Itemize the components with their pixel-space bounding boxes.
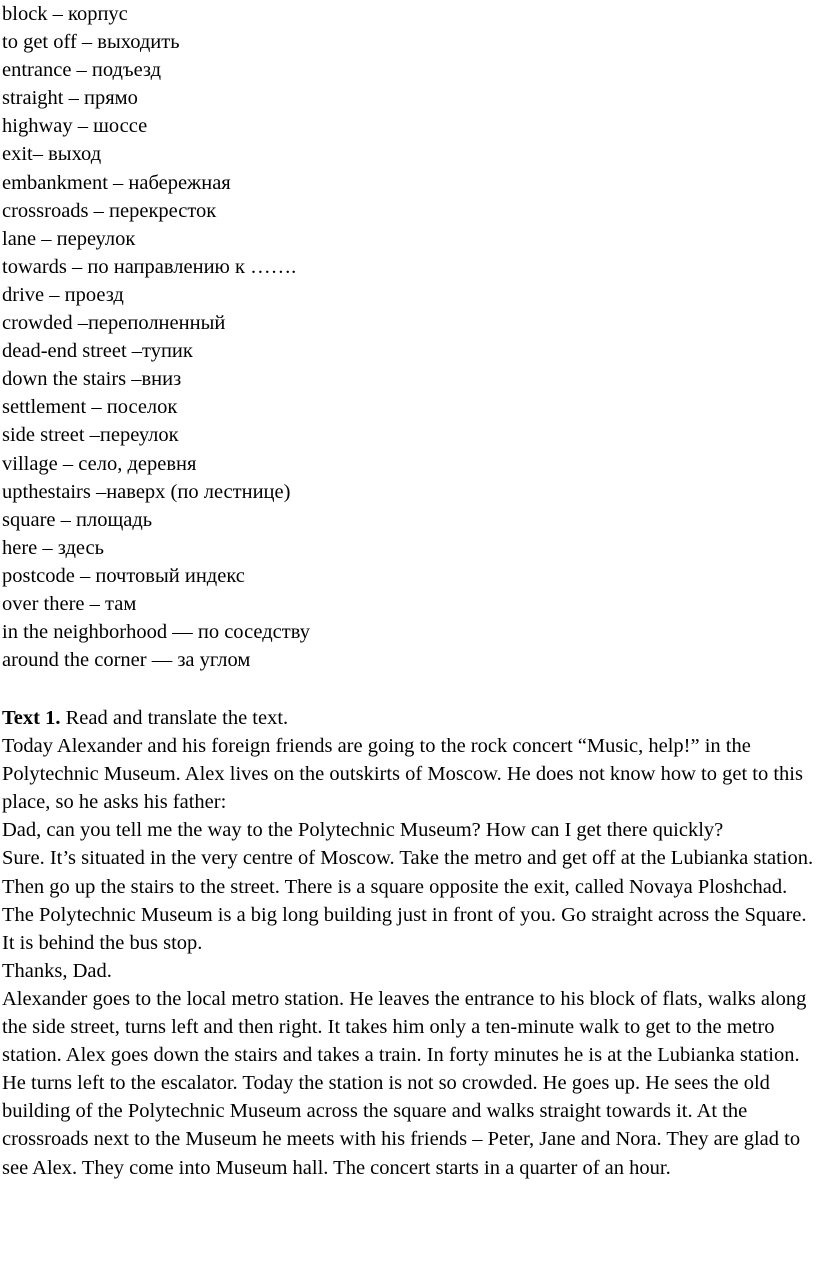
vocab-item: here – здесь (2, 536, 104, 559)
text-paragraph: Today Alexander and his foreign friends are going to the rock concert “Music, help!” in the Polytechnic Museum. Alex lives on the outskirts of Moscow. He does not know how to get to this place, so he asks his father: (2, 735, 803, 814)
vocab-item: lane – переулок (2, 227, 136, 250)
text-heading (2, 704, 814, 732)
vocab-item: settlement – поселок (2, 396, 178, 419)
vocab-item: embankment – набережная (2, 171, 231, 194)
vocab-item: crowded –переполненный (2, 312, 226, 335)
vocab-item: block – корпус (2, 3, 128, 25)
text-heading-label: Text 1. (2, 707, 61, 729)
vocab-item: straight – прямо (2, 87, 138, 110)
vocab-item: over there – там (2, 592, 137, 615)
vocabulary-list (2, 0, 814, 674)
text-paragraph: Thanks, Dad. (2, 959, 112, 982)
vocab-item: to get off – выходить (2, 31, 180, 54)
vocab-item: square – площадь (2, 508, 153, 531)
reading-text (2, 704, 814, 1182)
vocab-item: exit– выход (2, 143, 102, 166)
text-heading-instruction: Read and translate the text. (60, 707, 289, 729)
document-page (2, 0, 814, 1179)
vocab-item: crossroads – перекресток (2, 199, 217, 222)
vocab-item: dead-end street –тупик (2, 340, 193, 363)
vocab-item: side street –переулок (2, 424, 179, 447)
vocab-item: entrance – подъезд (2, 59, 162, 82)
vocab-item: highway – шоссе (2, 115, 148, 138)
vocab-item: postcode – почтовый индекс (2, 564, 245, 587)
text-paragraph: Alexander goes to the local metro station. He leaves the entrance to his block of flats, walks along the side street, turns left and then right. It takes him only a ten-minute walk to get to the metro station. Alex goes down the stairs and takes a train. In forty minutes he is at the Lubianka station. He turns left to the escalator. Today the station is not so crowded. He goes up. He sees the old building of the Polytechnic Museum across the square and walks straight towards it. At the crossroads next to the Museum he meets with his friends – Peter, Jane and Nora. They are glad to see Alex. They come into Museum hall. The concert starts in a quarter of an hour. (2, 987, 807, 1179)
text-paragraph: Sure. It’s situated in the very centre of Moscow. Take the metro and get off at the Lubianka station. Then go up the stairs to the street. There is a square opposite the exit, called Novaya Ploshchad. The Polytechnic Museum is a big long building just in front of you. Go straight across the Square. It is behind the bus stop. (2, 847, 814, 954)
text-paragraph: Dad, can you tell me the way to the Polytechnic Museum? How can I get there quickly? (2, 819, 724, 842)
vocab-item: drive – проезд (2, 283, 124, 306)
vocab-item: towards – по направлению к ……. (2, 255, 297, 278)
vocab-item: village – село, деревня (2, 452, 197, 475)
vocab-item: in the neighborhood — по соседству (2, 621, 310, 644)
vocab-item: around the corner — за углом (2, 649, 251, 672)
vocab-item: upthestairs –наверх (по лестнице) (2, 480, 291, 503)
vocab-item: down the stairs –вниз (2, 368, 182, 391)
